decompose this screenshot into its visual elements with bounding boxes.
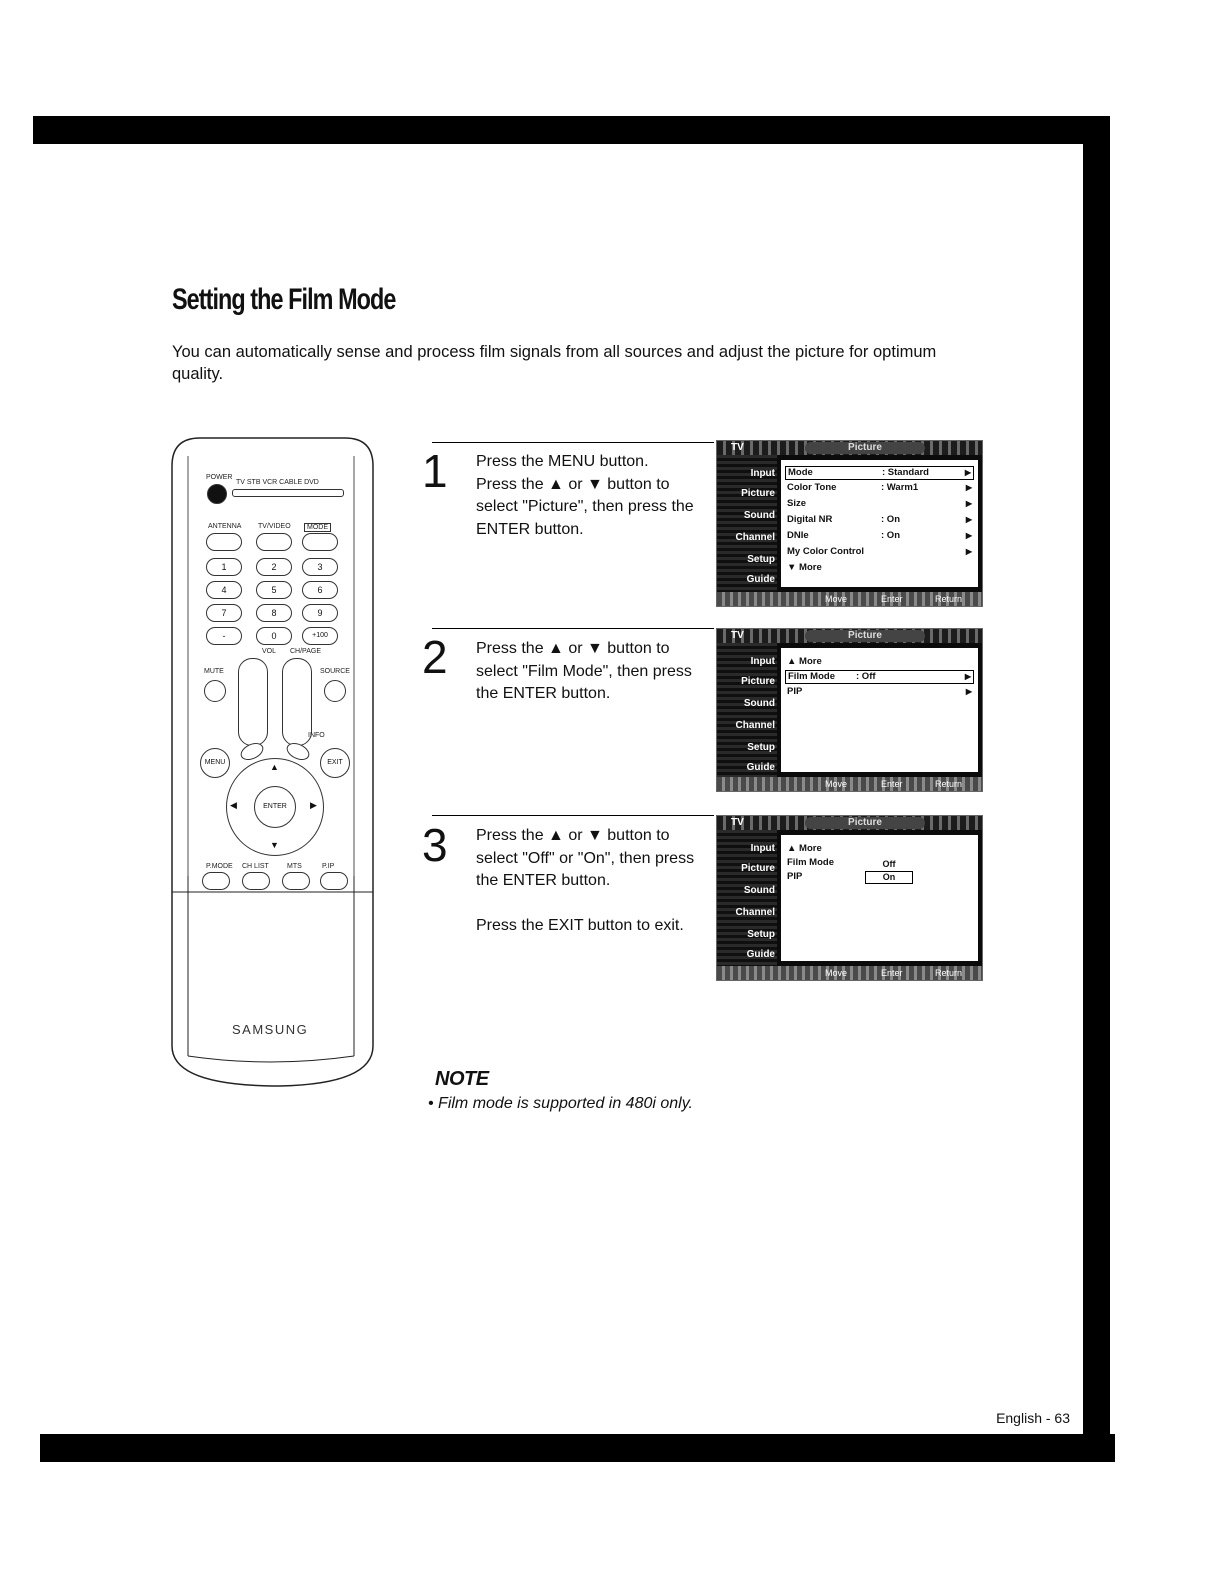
footer-move: Move — [825, 594, 848, 604]
number-key: 7 — [206, 604, 242, 622]
note-text: • Film mode is supported in 480i only. — [428, 1095, 693, 1112]
right-border-bar — [1083, 116, 1110, 1436]
menu-sidebar — [717, 455, 777, 592]
down-arrow-icon: ▼ — [270, 840, 279, 850]
ch-list-label: CH LIST — [242, 863, 269, 870]
menu-footer — [717, 592, 982, 606]
row-label: PIP — [787, 871, 803, 882]
antenna-button — [206, 533, 242, 551]
pip-label: P.IP — [322, 863, 335, 870]
row-value: : On — [881, 514, 900, 525]
ch-list-button — [242, 872, 270, 890]
right-arrow-icon: ▶ — [965, 531, 972, 540]
sidebar-item-guide: Guide — [746, 762, 775, 773]
mute-button — [204, 680, 226, 702]
sidebar-item-input: Input — [750, 656, 775, 667]
step-number: 2 — [422, 631, 448, 683]
mute-label: MUTE — [204, 668, 224, 675]
step-instructions: Press the MENU button. Press the ▲ or ▼ button to select "Picture", then press the ENTER button. — [476, 453, 694, 538]
menu-footer — [717, 966, 982, 980]
row-value: : On — [881, 530, 900, 541]
intro-paragraph: You can automatically sense and process film signals from all sources and adjust the picture for optimum quality. — [172, 343, 937, 383]
menu-row-more — [785, 843, 974, 855]
right-arrow-icon: ▶ — [965, 547, 972, 556]
step-divider — [432, 442, 714, 443]
pip-button — [320, 872, 348, 890]
power-label: POWER — [206, 474, 233, 481]
footer-enter: Enter — [881, 594, 903, 604]
right-arrow-icon: ▶ — [964, 468, 971, 477]
right-arrow-icon: ▶ — [965, 687, 972, 696]
sidebar-item-picture: Picture — [741, 676, 775, 687]
row-label: Size — [787, 498, 807, 509]
step-instructions: Press the ▲ or ▼ button to select "Film Mode", then press the ENTER button. — [476, 640, 692, 702]
bottom-border-bar — [40, 1434, 1115, 1462]
sidebar-item-input: Input — [750, 843, 775, 854]
row-value: : Off — [856, 671, 876, 682]
sidebar-item-picture: Picture — [741, 488, 775, 499]
sidebar-item-picture: Picture — [741, 863, 775, 874]
menu-row-color-tone — [785, 482, 974, 494]
number-key: 8 — [256, 604, 292, 622]
number-key: 1 — [206, 558, 242, 576]
note-heading: NOTE — [435, 1068, 489, 1090]
right-arrow-icon: ▶ — [310, 800, 317, 810]
row-label: ▼ More — [787, 562, 822, 573]
info-label: INFO — [308, 732, 325, 739]
row-label: DNIe — [787, 530, 809, 541]
menu-sidebar — [717, 830, 777, 966]
number-key: 3 — [302, 558, 338, 576]
right-arrow-icon: ▶ — [965, 483, 972, 492]
menu-button: MENU — [200, 748, 230, 778]
menu-panel — [781, 460, 978, 587]
menu-row-dnie — [785, 530, 974, 542]
tv-menu-screen — [716, 440, 983, 607]
antenna-label: ANTENNA — [208, 523, 242, 530]
p-mode-button — [202, 872, 230, 890]
menu-panel — [781, 835, 978, 961]
footer-enter: Enter — [881, 779, 903, 789]
menu-row-pip — [785, 686, 974, 698]
menu-row-more — [785, 562, 974, 574]
menu-row-mode — [785, 466, 974, 480]
sidebar-item-guide: Guide — [746, 949, 775, 960]
row-label: Digital NR — [787, 514, 833, 525]
number-key: +100 — [302, 627, 338, 645]
sidebar-item-setup: Setup — [747, 929, 775, 940]
step-number: 3 — [422, 819, 448, 871]
row-label: Mode — [788, 467, 813, 478]
menu-row-digital-nr — [785, 514, 974, 526]
footer-return: Return — [935, 779, 963, 789]
tv-label: TV — [731, 630, 744, 641]
mode-label: MODE — [304, 523, 331, 532]
number-key: - — [206, 627, 242, 645]
menu-sidebar — [717, 643, 777, 777]
number-key: 4 — [206, 581, 242, 599]
sidebar-item-sound: Sound — [743, 510, 775, 521]
step-divider — [432, 815, 714, 816]
number-key: 5 — [256, 581, 292, 599]
row-label: PIP — [787, 686, 803, 697]
step-number: 1 — [422, 445, 448, 497]
menu-title: Picture — [805, 817, 925, 829]
tv-menu-screen — [716, 815, 983, 981]
footer-move: Move — [825, 779, 848, 789]
right-arrow-icon: ▶ — [964, 672, 971, 681]
tv-label: TV — [731, 442, 744, 453]
menu-title: Picture — [805, 630, 925, 642]
menu-panel — [781, 648, 978, 772]
menu-row-more — [785, 656, 974, 668]
sidebar-item-sound: Sound — [743, 885, 775, 896]
row-label: Film Mode — [787, 857, 834, 868]
mode-button — [302, 533, 338, 551]
ch-label: CH/PAGE — [290, 648, 321, 655]
power-button — [207, 484, 227, 504]
menu-row-size — [785, 498, 974, 510]
sidebar-item-channel: Channel — [735, 907, 775, 918]
right-arrow-icon: ▶ — [965, 515, 972, 524]
page-number: English - 63 — [996, 1410, 1070, 1426]
number-key: 0 — [256, 627, 292, 645]
p-mode-label: P.MODE — [206, 863, 233, 870]
left-arrow-icon: ◀ — [230, 800, 237, 810]
enter-button: ENTER — [254, 786, 296, 828]
remote-control-illustration — [170, 436, 375, 1088]
row-label: My Color Control — [787, 546, 865, 557]
top-border-bar — [33, 116, 1110, 144]
menu-row-my-color-control — [785, 546, 974, 558]
vol-label: VOL — [262, 648, 277, 655]
brand-logo: SAMSUNG — [232, 1022, 309, 1037]
menu-title: Picture — [805, 442, 925, 454]
sidebar-item-channel: Channel — [735, 532, 775, 543]
row-label: Color Tone — [787, 482, 837, 493]
option-on-selected: On — [865, 871, 913, 884]
row-label: ▲ More — [787, 843, 822, 854]
sidebar-item-setup: Setup — [747, 554, 775, 565]
tv-menu-screen — [716, 628, 983, 792]
number-key: 2 — [256, 558, 292, 576]
row-value: : Standard — [882, 467, 929, 478]
footer-return: Return — [935, 968, 963, 978]
footer-return: Return — [935, 594, 963, 604]
mode-labels: TV STB VCR CABLE DVD — [236, 479, 319, 486]
volume-rocker — [238, 658, 268, 746]
sidebar-item-sound: Sound — [743, 698, 775, 709]
page-title: Setting the Film Mode — [172, 283, 396, 316]
mts-button — [282, 872, 310, 890]
option-off: Off — [882, 859, 896, 869]
row-value: : Warm1 — [881, 482, 919, 493]
exit-button: EXIT — [320, 748, 350, 778]
footer-enter: Enter — [881, 968, 903, 978]
step-divider — [432, 628, 714, 629]
number-key: 9 — [302, 604, 338, 622]
tv-label: TV — [731, 817, 744, 828]
footer-move: Move — [825, 968, 848, 978]
source-button — [324, 680, 346, 702]
sidebar-item-input: Input — [750, 468, 775, 479]
menu-row-film-mode — [785, 670, 974, 684]
up-arrow-icon: ▲ — [270, 762, 279, 772]
source-label: SOURCE — [320, 668, 350, 675]
row-label: ▲ More — [787, 656, 822, 667]
right-arrow-icon: ▶ — [965, 499, 972, 508]
mode-indicator-bar — [232, 489, 344, 497]
tv-video-button — [256, 533, 292, 551]
tv-video-label: TV/VIDEO — [258, 523, 291, 530]
mts-label: MTS — [287, 863, 302, 870]
sidebar-item-guide: Guide — [746, 574, 775, 585]
number-key: 6 — [302, 581, 338, 599]
sidebar-item-setup: Setup — [747, 742, 775, 753]
row-label: Film Mode — [788, 671, 835, 682]
sidebar-item-channel: Channel — [735, 720, 775, 731]
step-instructions: Press the ▲ or ▼ button to select "Off" or "On", then press the ENTER button. Press the EXIT button to exit. — [476, 827, 695, 934]
menu-footer — [717, 777, 982, 791]
